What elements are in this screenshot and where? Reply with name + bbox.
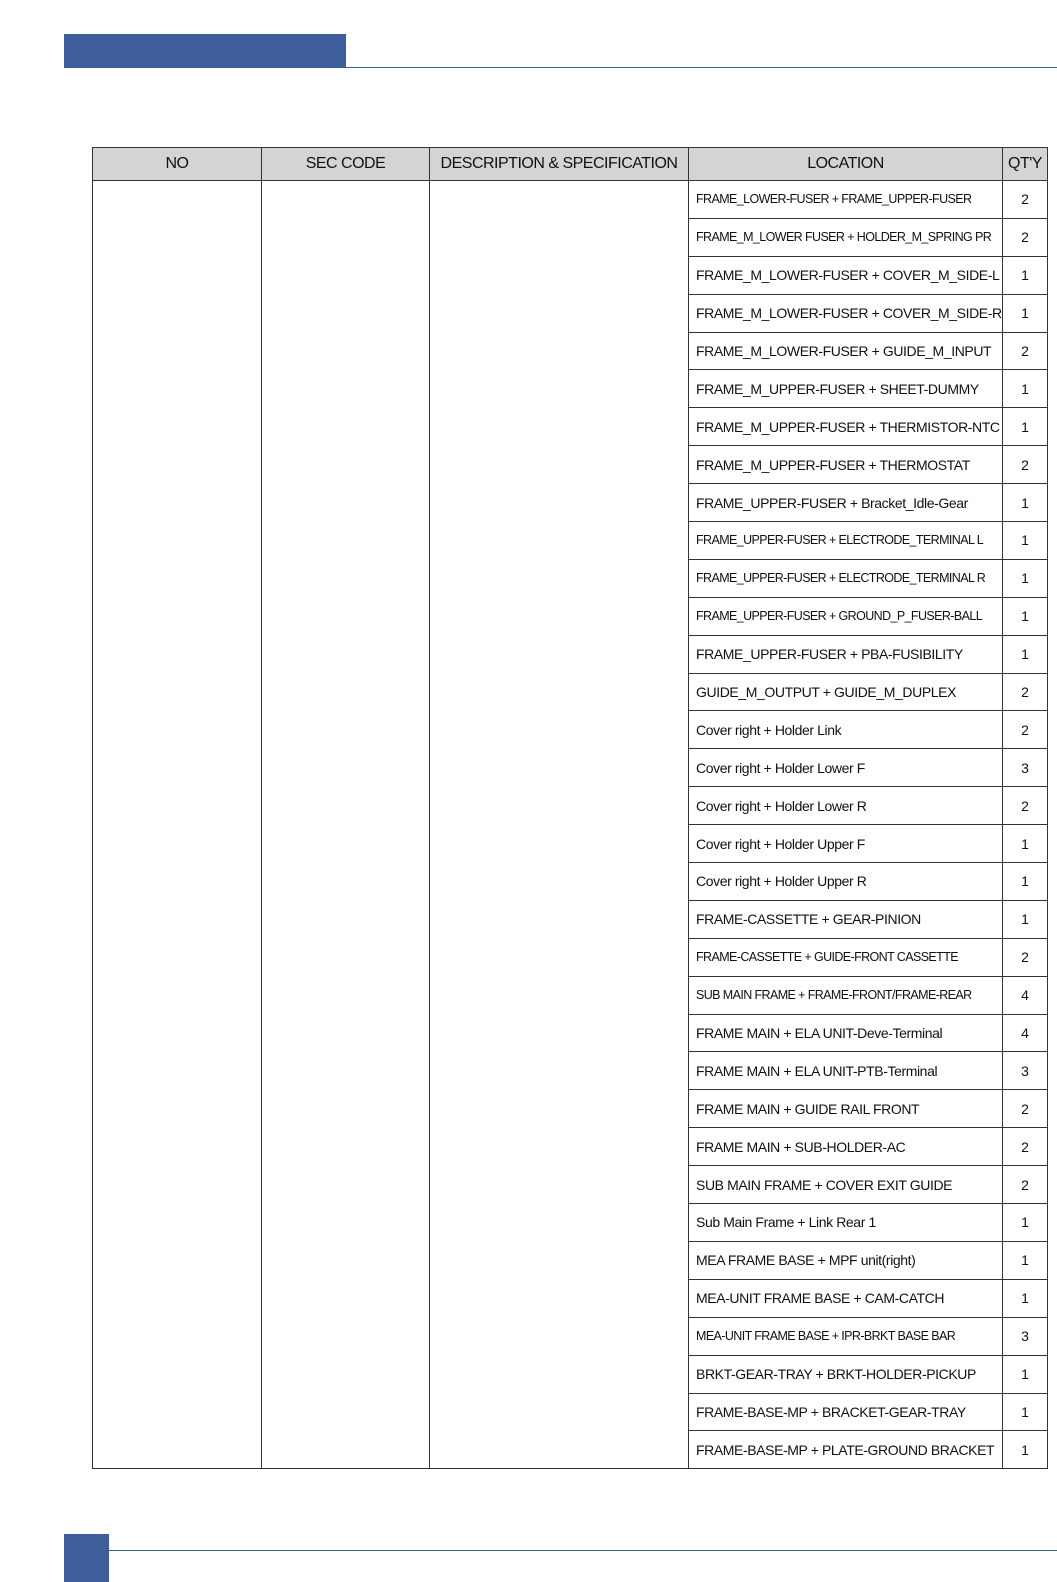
header-description: DESCRIPTION & SPECIFICATION xyxy=(430,148,689,181)
qty-cell: 1 xyxy=(1003,597,1048,635)
location-cell: BRKT-GEAR-TRAY + BRKT-HOLDER-PICKUP xyxy=(689,1355,1003,1393)
header-rule xyxy=(64,67,1057,68)
location-cell: FRAME_M_UPPER-FUSER + SHEET-DUMMY xyxy=(689,370,1003,408)
location-cell: FRAME_UPPER-FUSER + ELECTRODE_TERMINAL R xyxy=(689,559,1003,597)
location-cell: SUB MAIN FRAME + COVER EXIT GUIDE xyxy=(689,1166,1003,1204)
parts-table xyxy=(92,147,1048,1469)
qty-cell: 1 xyxy=(1003,1204,1048,1242)
qty-cell: 3 xyxy=(1003,1317,1048,1355)
footer-rule xyxy=(64,1550,1057,1551)
qty-cell: 1 xyxy=(1003,1431,1048,1469)
qty-cell: 2 xyxy=(1003,938,1048,976)
qty-cell: 2 xyxy=(1003,181,1048,219)
table-header-row xyxy=(93,148,1048,181)
location-cell: Cover right + Holder Upper R xyxy=(689,863,1003,901)
location-cell: FRAME_LOWER-FUSER + FRAME_UPPER-FUSER xyxy=(689,181,1003,219)
qty-cell: 1 xyxy=(1003,408,1048,446)
qty-cell: 1 xyxy=(1003,1241,1048,1279)
qty-cell: 2 xyxy=(1003,711,1048,749)
qty-cell: 1 xyxy=(1003,256,1048,294)
location-cell: FRAME_UPPER-FUSER + PBA-FUSIBILITY xyxy=(689,635,1003,673)
location-cell: MEA-UNIT FRAME BASE + CAM-CATCH xyxy=(689,1279,1003,1317)
location-cell: FRAME MAIN + GUIDE RAIL FRONT xyxy=(689,1090,1003,1128)
location-cell: FRAME_M_LOWER-FUSER + GUIDE_M_INPUT xyxy=(689,332,1003,370)
location-cell: FRAME_UPPER-FUSER + GROUND_P_FUSER-BALL xyxy=(689,597,1003,635)
location-cell: FRAME_M_LOWER-FUSER + COVER_M_SIDE-L xyxy=(689,256,1003,294)
qty-cell: 2 xyxy=(1003,1166,1048,1204)
location-cell: FRAME-CASSETTE + GUIDE-FRONT CASSETTE xyxy=(689,938,1003,976)
header-qty: QT'Y xyxy=(1003,148,1048,181)
qty-cell: 1 xyxy=(1003,559,1048,597)
location-cell: FRAME_M_LOWER FUSER + HOLDER_M_SPRING PR xyxy=(689,218,1003,256)
location-cell: FRAME MAIN + SUB-HOLDER-AC xyxy=(689,1128,1003,1166)
qty-cell: 1 xyxy=(1003,370,1048,408)
qty-cell: 1 xyxy=(1003,635,1048,673)
location-cell: FRAME MAIN + ELA UNIT-PTB-Terminal xyxy=(689,1052,1003,1090)
location-cell: FRAME_UPPER-FUSER + ELECTRODE_TERMINAL L xyxy=(689,522,1003,560)
qty-cell: 2 xyxy=(1003,1090,1048,1128)
location-cell: Cover right + Holder Upper F xyxy=(689,825,1003,863)
description-cell xyxy=(430,181,689,1469)
location-cell: MEA-UNIT FRAME BASE + IPR-BRKT BASE BAR xyxy=(689,1317,1003,1355)
table-body xyxy=(93,181,1048,1469)
qty-cell: 2 xyxy=(1003,787,1048,825)
location-cell: MEA FRAME BASE + MPF unit(right) xyxy=(689,1241,1003,1279)
qty-cell: 2 xyxy=(1003,1128,1048,1166)
location-cell: Sub Main Frame + Link Rear 1 xyxy=(689,1204,1003,1242)
qty-cell: 1 xyxy=(1003,484,1048,522)
location-cell: Cover right + Holder Lower F xyxy=(689,749,1003,787)
qty-cell: 1 xyxy=(1003,825,1048,863)
location-cell: FRAME-CASSETTE + GEAR-PINION xyxy=(689,900,1003,938)
location-cell: FRAME-BASE-MP + PLATE-GROUND BRACKET xyxy=(689,1431,1003,1469)
qty-cell: 1 xyxy=(1003,863,1048,901)
table-row xyxy=(93,181,1048,219)
location-cell: Cover right + Holder Link xyxy=(689,711,1003,749)
location-cell: FRAME MAIN + ELA UNIT-Deve-Terminal xyxy=(689,1014,1003,1052)
sec-code-cell xyxy=(262,181,430,1469)
qty-cell: 4 xyxy=(1003,1014,1048,1052)
qty-cell: 1 xyxy=(1003,1279,1048,1317)
qty-cell: 2 xyxy=(1003,218,1048,256)
location-cell: FRAME-BASE-MP + BRACKET-GEAR-TRAY xyxy=(689,1393,1003,1431)
location-cell: FRAME_M_LOWER-FUSER + COVER_M_SIDE-R xyxy=(689,294,1003,332)
no-cell xyxy=(93,181,262,1469)
qty-cell: 3 xyxy=(1003,749,1048,787)
header-accent-bar xyxy=(64,34,346,68)
location-cell: Cover right + Holder Lower R xyxy=(689,787,1003,825)
header-location: LOCATION xyxy=(689,148,1003,181)
header-no: NO xyxy=(93,148,262,181)
qty-cell: 4 xyxy=(1003,976,1048,1014)
qty-cell: 1 xyxy=(1003,1355,1048,1393)
qty-cell: 2 xyxy=(1003,673,1048,711)
qty-cell: 1 xyxy=(1003,294,1048,332)
location-cell: FRAME_M_UPPER-FUSER + THERMISTOR-NTC xyxy=(689,408,1003,446)
location-cell: FRAME_M_UPPER-FUSER + THERMOSTAT xyxy=(689,446,1003,484)
qty-cell: 1 xyxy=(1003,522,1048,560)
qty-cell: 3 xyxy=(1003,1052,1048,1090)
footer-accent-block xyxy=(64,1534,109,1582)
qty-cell: 1 xyxy=(1003,900,1048,938)
location-cell: FRAME_UPPER-FUSER + Bracket_Idle-Gear xyxy=(689,484,1003,522)
qty-cell: 1 xyxy=(1003,1393,1048,1431)
qty-cell: 2 xyxy=(1003,446,1048,484)
header-sec-code: SEC CODE xyxy=(262,148,430,181)
location-cell: SUB MAIN FRAME + FRAME-FRONT/FRAME-REAR xyxy=(689,976,1003,1014)
location-cell: GUIDE_M_OUTPUT + GUIDE_M_DUPLEX xyxy=(689,673,1003,711)
qty-cell: 2 xyxy=(1003,332,1048,370)
